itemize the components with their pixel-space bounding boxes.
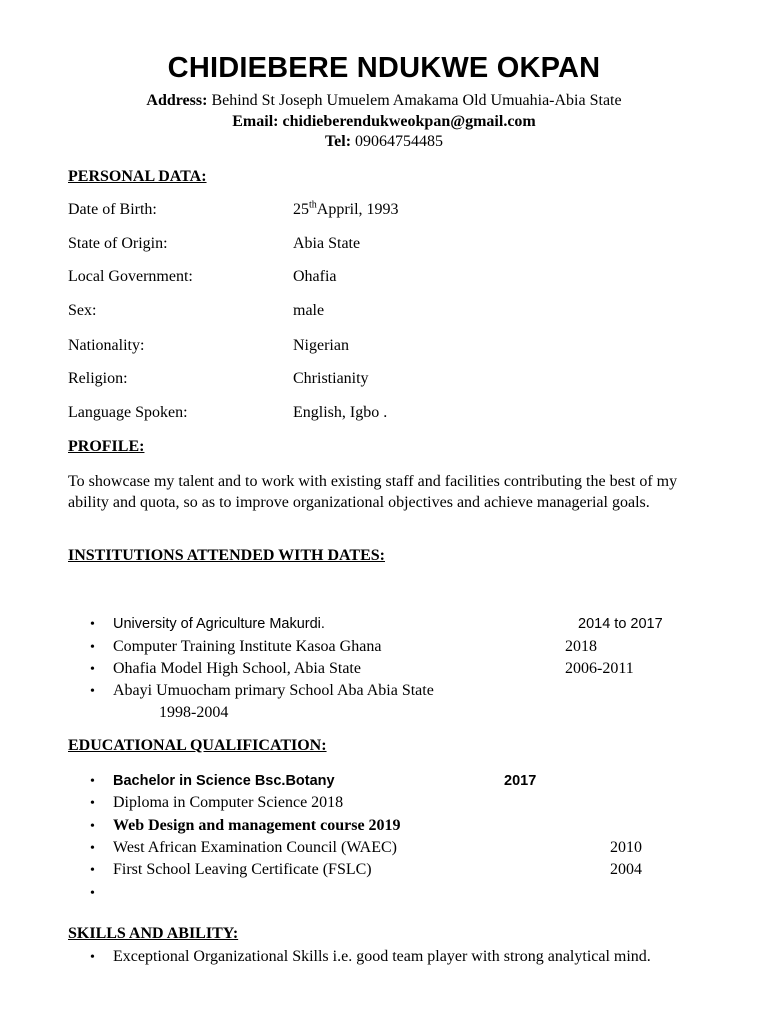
institution-name: Computer Training Institute Kasoa Ghana xyxy=(113,638,382,655)
personal-label: Nationality: xyxy=(68,337,145,354)
qualification-heading: EDUCATIONAL QUALIFICATION: xyxy=(68,737,327,754)
qualification-name: Diploma in Computer Science 2018 xyxy=(113,794,344,811)
personal-label: Sex: xyxy=(68,302,97,319)
institution-name: Ohafia Model High School, Abia State xyxy=(113,660,361,677)
dob-day: 25 xyxy=(293,201,309,218)
personal-label: State of Origin: xyxy=(68,235,168,252)
address-line xyxy=(0,92,768,110)
personal-value: English, Igbo . xyxy=(293,404,388,421)
email-label: Email: xyxy=(232,113,279,130)
qualification-name: First School Leaving Certificate (FSLC) xyxy=(113,861,372,878)
qualification-date: 2017 xyxy=(504,773,537,789)
institution-date: 2014 to 2017 xyxy=(578,616,663,632)
institution-name: University of Agriculture Makurdi. xyxy=(113,616,325,632)
dob-suffix: th xyxy=(309,199,317,211)
bullet-icon: • xyxy=(90,819,95,834)
bullet-icon: • xyxy=(90,617,95,632)
qualification-name: Bachelor in Science Bsc.Botany xyxy=(113,773,335,789)
bullet-icon: • xyxy=(90,886,95,901)
institution-date: 2006-2011 xyxy=(565,660,634,677)
tel-value: 09064754485 xyxy=(351,133,444,150)
personal-label: Language Spoken: xyxy=(68,404,188,421)
address-label: Address: xyxy=(146,92,208,109)
tel-line xyxy=(0,133,768,151)
personal-value: Christianity xyxy=(293,370,369,387)
skills-heading: SKILLS AND ABILITY: xyxy=(68,925,239,942)
personal-label: Local Government: xyxy=(68,268,193,285)
cv-name: CHIDIEBERE NDUKWE OKPAN xyxy=(167,52,601,84)
bullet-icon: • xyxy=(90,774,95,789)
personal-value: Nigerian xyxy=(293,337,349,354)
institution-date: 2018 xyxy=(565,638,597,655)
personal-data-heading: PERSONAL DATA: xyxy=(68,168,207,185)
bullet-icon: • xyxy=(90,640,95,655)
profile-text: To showcase my talent and to work with existing staff and facilities contributing the best of my ability and quota, so as to improve organizational objectives and achieve managerial goals. xyxy=(68,473,678,511)
bullet-icon: • xyxy=(90,841,95,856)
personal-value: Abia State xyxy=(293,235,361,252)
bullet-icon: • xyxy=(90,684,95,699)
bullet-icon: • xyxy=(90,796,95,811)
institutions-heading: INSTITUTIONS ATTENDED WITH DATES: xyxy=(68,547,385,564)
personal-value: male xyxy=(293,302,325,319)
dob-rest: Appril, 1993 xyxy=(316,201,399,218)
personal-value-dob xyxy=(293,201,399,219)
tel-label: Tel: xyxy=(324,133,352,150)
institution-date: 1998-2004 xyxy=(159,704,229,721)
qualification-name: West African Examination Council (WAEC) xyxy=(113,839,397,856)
bullet-icon: • xyxy=(90,950,95,965)
email-value: chidieberendukweokpan@gmail.com xyxy=(278,113,536,130)
bullet-icon: • xyxy=(90,662,95,677)
institution-name: Abayi Umuocham primary School Aba Abia State xyxy=(113,682,434,699)
skill-item: Exceptional Organizational Skills i.e. good team player with strong analytical mind. xyxy=(113,948,651,965)
profile-heading: PROFILE: xyxy=(68,438,145,455)
qualification-name: Web Design and management course 2019 xyxy=(113,817,401,834)
qualification-date: 2010 xyxy=(610,839,642,856)
email-line xyxy=(0,113,768,131)
bullet-icon: • xyxy=(90,863,95,878)
qualification-date: 2004 xyxy=(610,861,642,878)
personal-label: Religion: xyxy=(68,370,128,387)
personal-value: Ohafia xyxy=(293,268,337,285)
address-value: Behind St Joseph Umuelem Amakama Old Umuahia-Abia State xyxy=(207,92,622,109)
personal-label: Date of Birth: xyxy=(68,201,157,218)
